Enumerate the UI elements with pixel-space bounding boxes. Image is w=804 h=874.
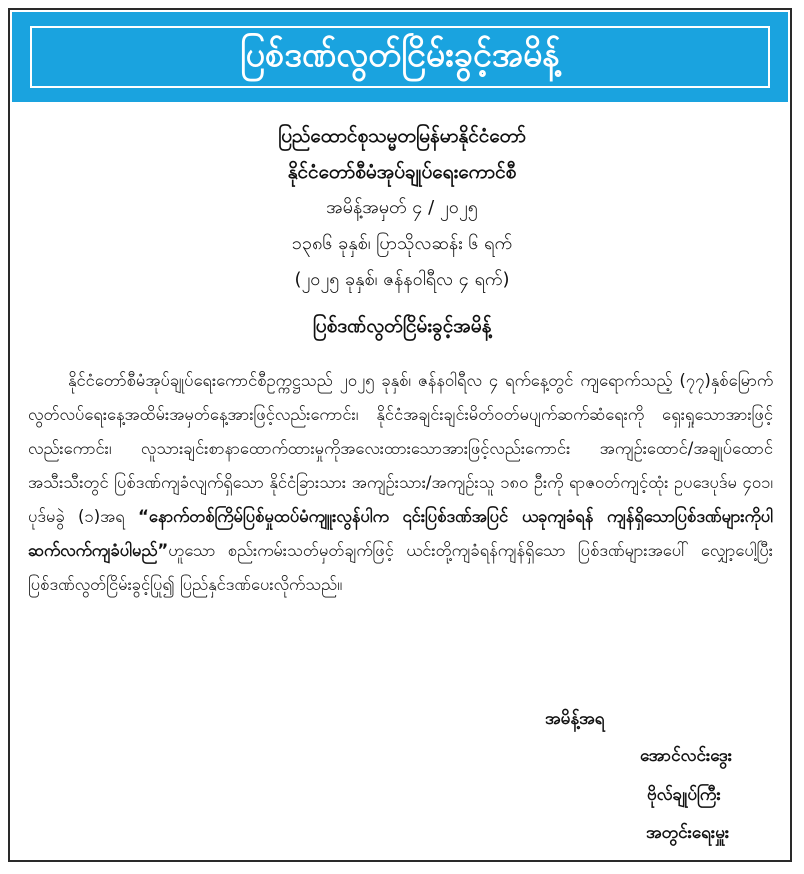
banner-title: ပြစ်ဒဏ်လွတ်ငြိမ်းခွင့်အမိန့် (239, 34, 561, 75)
signatory-rank: ဗိုလ်ချုပ်ကြီး (647, 785, 721, 805)
title-banner-frame (30, 26, 770, 88)
document-header (0, 118, 804, 344)
country-name: ပြည်ထောင်စုသမ္မတမြန်မာနိုင်ငံတော် (278, 125, 526, 147)
body-intro: နိုင်ငံတော်စီမံအုပ်ချုပ်ရေးကောင်စီဥက္ကဋ္ဌသည် ၂၀၂၅ ခုနှစ်၊ ဇန်နဝါရီလ ၄ ရက်နေ့တွင် ကျရောက်သည့် (၇၇)နှစ်မြောက် လွတ်လပ်ရေးနေ့အထိမ်းအမှတ်နေ့အားဖြင့်လည်းကောင်း၊ နိုင်ငံအချင်းချင်းမိတ်ဝတ်မပျက်ဆက်ဆံရေးကို ရှေးရှုသောအားဖြင့်လည်းကောင်း၊ လူသားချင်းစာနာထောက်ထားမှုကိုအလေးထားသောအားဖြင့်လည်းကောင်း အကျဉ်းထောင်/အချုပ်ထောင်အသီးသီးတွင် ပြစ်ဒဏ်ကျခံလျက်ရှိသော နိုင်ငံခြားသား အကျဉ်းသား/အကျဉ်းသူ ၁၈၀ ဦးကို ရာဇဝတ်ကျင့်ထုံး ဥပဒေပုဒ်မ ၄၀၁၊ ပုဒ်မခွဲ (၁)အရ (28, 371, 773, 526)
by-order-label: အမိန့်အရ (545, 709, 605, 729)
order-body (28, 364, 773, 602)
body-quote: “နောက်တစ်ကြိမ်ပြစ်မှုထပ်မံကျူးလွန်ပါက ၎င်းပြစ်ဒဏ်အပြင် ယခုကျခံရန် ကျန်ရှိသောပြစ်ဒဏ်များကိုပါ ဆက်လက်ကျခံပါမည်” (28, 507, 773, 560)
title-banner (12, 12, 788, 102)
signatory-name: အောင်လင်းဒွေး (640, 746, 733, 766)
gregorian-date: (၂၀၂၅ ခုနှစ်၊ ဇန်နဝါရီလ ၄ ရက်) (294, 269, 510, 290)
order-number: အမိန့်အမှတ် ၄ / ၂၀၂၅ (326, 197, 478, 218)
council-name: နိုင်ငံတော်စီမံအုပ်ချုပ်ရေးကောင်စီ (287, 161, 517, 183)
signatory-title: အတွင်းရေးမှူး (646, 823, 730, 843)
myanmar-date: ၁၃၈၆ ခုနှစ်၊ ပြာသိုလဆန်း ၆ ရက် (291, 233, 513, 254)
body-outro: ဟူသော စည်းကမ်းသတ်မှတ်ချက်ဖြင့် ယင်းတို့ကျခံရန်ကျန်ရှိသော ပြစ်ဒဏ်များအပေါ် လျှော့ပေါ့ပြီး ပြစ်ဒဏ်လွတ်ငြိမ်းခွင့်ပြု၍ ပြည်နှင်ဒဏ်ပေးလိုက်သည်။ (28, 541, 773, 594)
order-subject: ပြစ်ဒဏ်လွတ်ငြိမ်းခွင့်အမိန့် (312, 315, 492, 337)
